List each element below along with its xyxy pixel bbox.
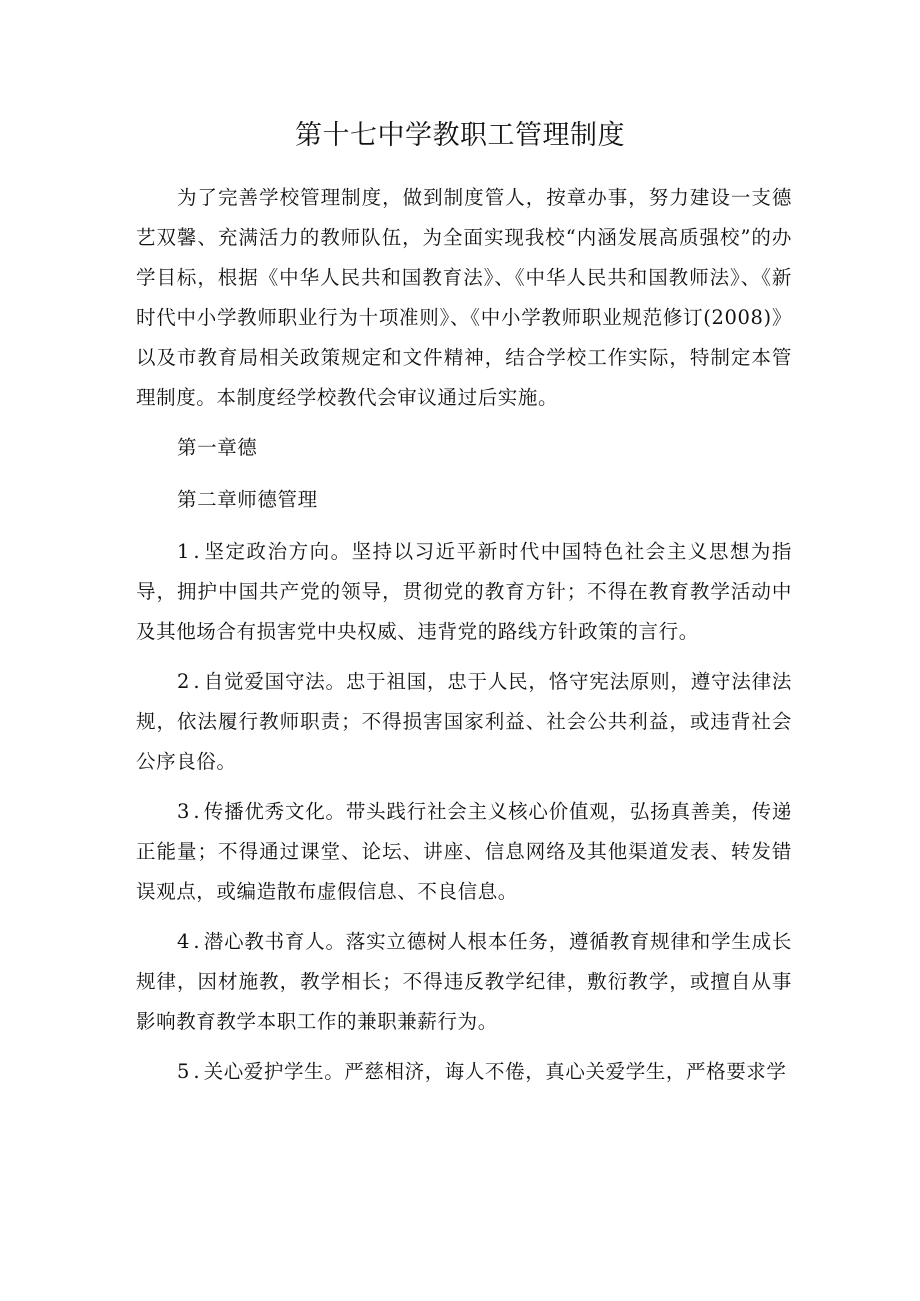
item-text: 潜心教书育人。落实立德树人根本任务，遵循教育规律和学生成长规律，因材施教，教学相长；不得违反教学纪律，敷衍教学，或擅自从事影响教育教学本职工作的兼职兼薪行为。 <box>136 930 792 1033</box>
item-number: 4. <box>177 930 204 953</box>
item-number: 2. <box>177 670 204 693</box>
list-item <box>136 922 792 1042</box>
list-item <box>136 532 792 652</box>
list-item <box>136 1052 792 1092</box>
document-body <box>136 178 792 1102</box>
chapter-heading-2: 第二章师德管理 <box>177 488 318 511</box>
intro-paragraph: 为了完善学校管理制度，做到制度管人，按章办事，努力建设一支德艺双馨、充满活力的教师队伍，为全面实现我校“内涵发展高质强校”的办学目标，根据《中华人民共和国教育法》、《中华人民共和国教师法》、《新时代中小学教师职业行为十项准则》、《中小学教师职业规范修订(2008)》以及市教育局相关政策规定和文件精神，结合学校工作实际，特制定本管理制度。本制度经学校教代会审议通过后实施。 <box>136 186 792 409</box>
list-item <box>136 792 792 912</box>
item-number: 5. <box>177 1060 204 1083</box>
item-number: 3. <box>177 800 204 823</box>
document-title: 第十七中学教职工管理制度 <box>295 120 625 151</box>
item-text: 传播优秀文化。带头践行社会主义核心价值观，弘扬真善美，传递正能量；不得通过课堂、论坛、讲座、信息网络及其他渠道发表、转发错误观点，或编造散布虚假信息、不良信息。 <box>136 800 792 903</box>
item-text: 自觉爱国守法。忠于祖国，忠于人民，恪守宪法原则，遵守法律法规，依法履行教师职责；不得损害国家利益、社会公共利益，或违背社会公序良俗。 <box>136 670 792 773</box>
item-text: 关心爱护学生。严慈相济，诲人不倦，真心关爱学生，严格要求学 <box>203 1060 787 1083</box>
item-text: 坚定政治方向。坚持以习近平新时代中国特色社会主义思想为指导，拥护中国共产党的领导，贯彻党的教育方针；不得在教育教学活动中及其他场合有损害党中央权威、违背党的路线方针政策的言行。 <box>136 540 792 643</box>
chapter-heading-1: 第一章德 <box>177 436 258 459</box>
list-item <box>136 662 792 782</box>
item-number: 1. <box>177 540 204 563</box>
